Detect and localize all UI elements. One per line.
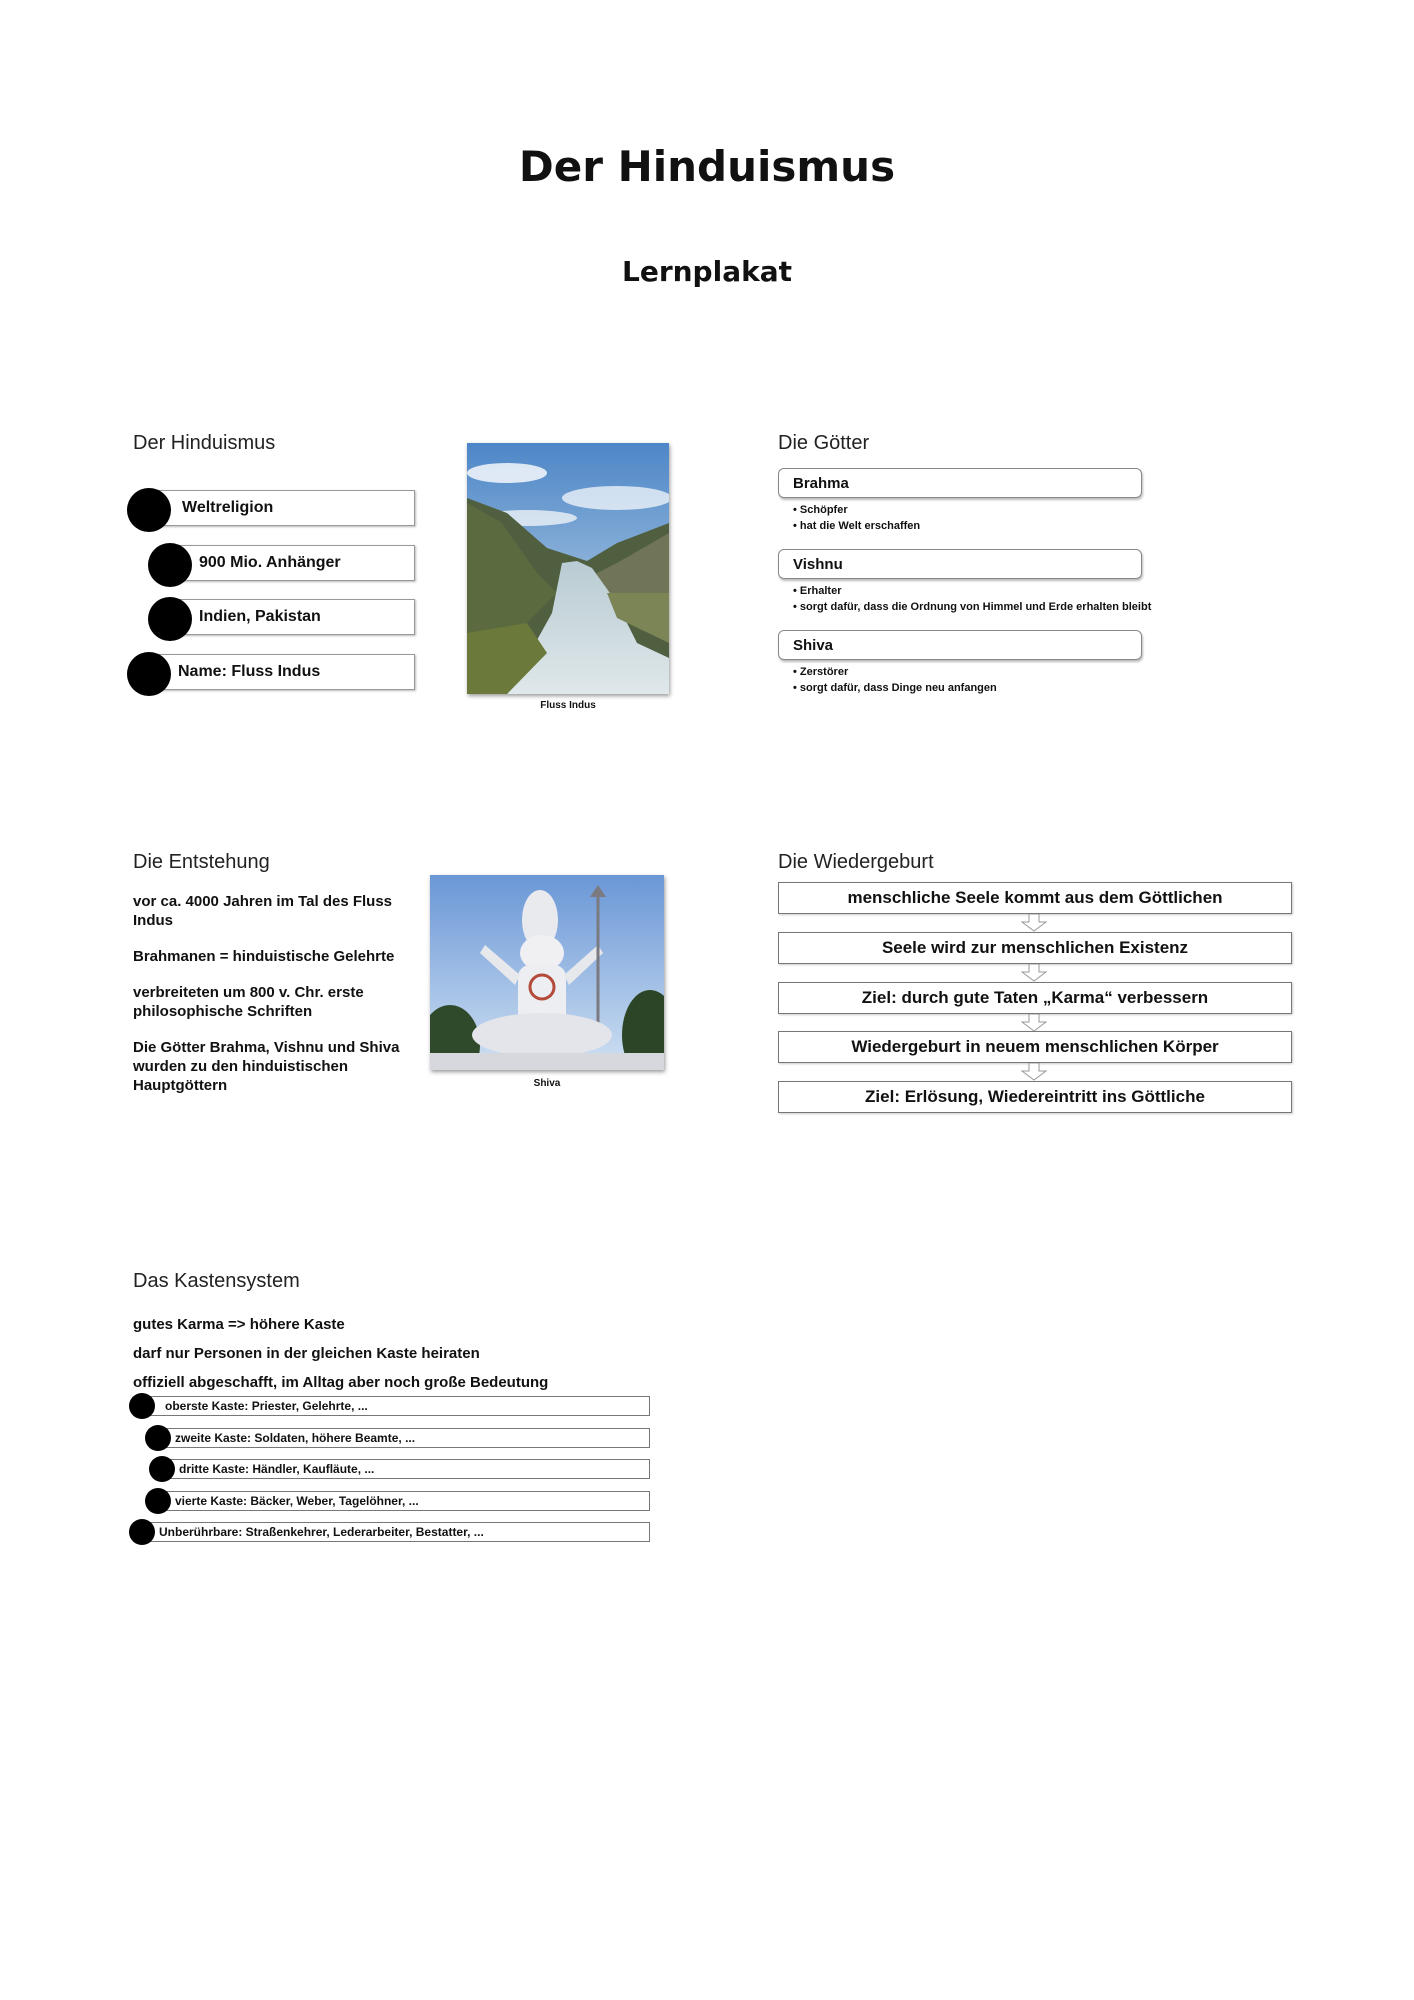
flow-step-label: Seele wird zur menschlichen Existenz: [881, 938, 1189, 957]
god-name: Brahma: [793, 474, 849, 492]
flow-step-label: Ziel: Erlösung, Wiedereintritt ins Göttliche: [865, 1087, 1205, 1106]
section-title-kastensystem: Das Kastensystem: [133, 1270, 300, 1292]
bullet-dot: [149, 1456, 175, 1482]
list-item-label: 900 Mio. Anhänger: [199, 554, 341, 571]
flow-step: [778, 1081, 1292, 1113]
list-item: [149, 490, 415, 526]
detail-item: • Erhalter: [793, 583, 1151, 599]
entstehung-text: [133, 892, 423, 1112]
down-arrow-icon: [1021, 1014, 1047, 1032]
paragraph: Die Götter Brahma, Vishnu und Shiva wurden zu den hinduistischen Hauptgöttern: [133, 1039, 400, 1094]
list-item: [170, 545, 415, 581]
flow-step: [778, 932, 1292, 964]
image-caption: Fluss Indus: [540, 700, 596, 711]
caste-label: zweite Kaste: Soldaten, höhere Beamte, ...: [175, 1431, 416, 1445]
image-caption: Shiva: [533, 1078, 561, 1089]
god-box-shiva: [778, 630, 1142, 660]
fact-line: offiziell abgeschafft, im Alltag aber noch große Bedeutung: [133, 1374, 549, 1391]
kasten-facts: [133, 1310, 548, 1397]
detail-item: • Zerstörer: [793, 664, 997, 680]
section-title-entstehung: Die Entstehung: [133, 851, 270, 873]
god-box-vishnu: [778, 549, 1142, 579]
detail-item: • hat die Welt erschaffen: [793, 518, 920, 534]
fact-line: darf nur Personen in der gleichen Kaste heiraten: [133, 1345, 480, 1362]
fact-line: gutes Karma => höhere Kaste: [133, 1316, 345, 1333]
god-details: [793, 502, 920, 534]
caste-label: dritte Kaste: Händler, Kaufläute, ...: [179, 1462, 375, 1476]
bullet-dot: [129, 1519, 155, 1545]
caste-row: [142, 1396, 650, 1416]
paragraph: verbreiteten um 800 v. Chr. erste philosophische Schriften: [133, 984, 364, 1020]
down-arrow-icon: [1021, 964, 1047, 982]
caste-label: Unberührbare: Straßenkehrer, Lederarbeiter, Bestatter, ...: [159, 1525, 484, 1539]
bullet-dot: [129, 1393, 155, 1419]
page-subtitle: Lernplakat: [621, 255, 792, 288]
god-name: Vishnu: [793, 555, 843, 573]
god-name: Shiva: [793, 636, 834, 654]
detail-item: • sorgt dafür, dass die Ordnung von Himmel und Erde erhalten bleibt: [793, 599, 1151, 615]
god-details: [793, 664, 997, 696]
page-title: Der Hinduismus: [518, 142, 896, 191]
caste-row: [162, 1459, 650, 1479]
paragraph: Brahmanen = hinduistische Gelehrte: [133, 948, 395, 965]
bullet-dot: [148, 543, 192, 587]
list-item-label: Weltreligion: [182, 499, 274, 516]
flow-step-label: Ziel: durch gute Taten „Karma“ verbessern: [861, 988, 1209, 1007]
detail-item: • Schöpfer: [793, 502, 920, 518]
section-title-wiedergeburt: Die Wiedergeburt: [778, 851, 934, 873]
flow-step: [778, 1031, 1292, 1063]
bullet-dot: [127, 488, 171, 532]
caste-label: vierte Kaste: Bäcker, Weber, Tagelöhner, ...: [175, 1494, 419, 1508]
list-item-label: Name: Fluss Indus: [178, 663, 321, 680]
flow-step: [778, 882, 1292, 914]
caste-row: [142, 1522, 650, 1542]
section-title-goetter: Die Götter: [778, 432, 870, 454]
river-indus-image: [467, 443, 669, 694]
detail-item: • sorgt dafür, dass Dinge neu anfangen: [793, 680, 997, 696]
flow-step-label: Wiedergeburt in neuem menschlichen Körper: [851, 1037, 1219, 1056]
bullet-dot: [148, 597, 192, 641]
list-item-label: Indien, Pakistan: [199, 608, 321, 625]
god-details: [793, 583, 1151, 615]
list-item: [170, 599, 415, 635]
god-box-brahma: [778, 468, 1142, 498]
section-title-hinduismus: Der Hinduismus: [133, 432, 276, 454]
flow-step-label: menschliche Seele kommt aus dem Göttlichen: [847, 888, 1223, 907]
bullet-dot: [127, 652, 171, 696]
paragraph: vor ca. 4000 Jahren im Tal des Fluss Indus: [133, 893, 393, 929]
down-arrow-icon: [1021, 1063, 1047, 1081]
flow-step: [778, 982, 1292, 1014]
down-arrow-icon: [1021, 914, 1047, 932]
caste-label: oberste Kaste: Priester, Gelehrte, ...: [165, 1399, 368, 1413]
caste-row: [158, 1428, 650, 1448]
shiva-statue-image: [430, 875, 664, 1070]
list-item: [149, 654, 415, 690]
bullet-dot: [145, 1488, 171, 1514]
bullet-dot: [145, 1425, 171, 1451]
caste-row: [158, 1491, 650, 1511]
